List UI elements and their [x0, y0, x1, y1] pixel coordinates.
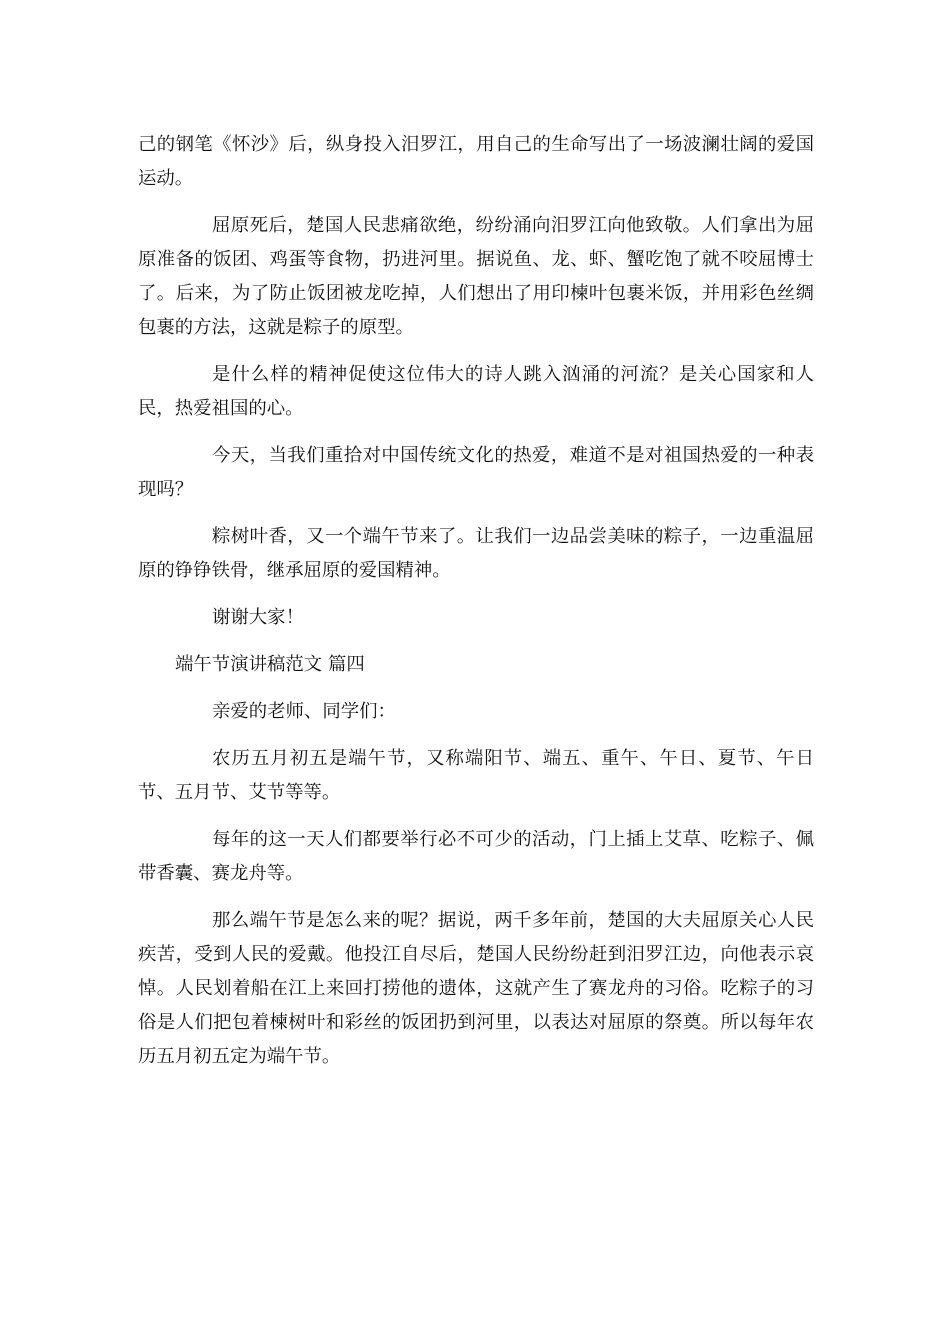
paragraph-today: 今天，当我们重拾对中国传统文化的热爱，难道不是对祖国热爱的一种表现吗？: [138, 445, 814, 500]
document-body: [138, 128, 814, 1087]
paragraph-quyuan-death: 屈原死后，楚国人民悲痛欲绝，纷纷涌向汨罗江向他致敬。人们拿出为屈原准备的饭团、鸡蛋等食物，扔进河里。据说鱼、龙、虾、蟹吃饱了就不咬屈博士了。后来，为了防止饭团被龙吃掉，人们想出了用印楝叶包裹米饭，并用彩色丝绸包裹的方法，这就是粽子的原型。: [138, 215, 814, 338]
paragraph-origin: 那么端午节是怎么来的呢？据说，两千多年前，楚国的大夫屈原关心人民疾苦，受到人民的爱戴。他投江自尽后，楚国人民纷纷赶到汨罗江边，向他表示哀悼。人民划着船在江上来回打捞他的遗体，这就产生了赛龙舟的习俗。吃粽子的习俗是人们把包着楝树叶和彩丝的饭团扔到河里，以表达对屈原的祭奠。所以每年农历五月初五定为端午节。: [138, 910, 814, 1067]
paragraph-customs: 每年的这一天人们都要举行必不可少的活动，门上插上艾草、吃粽子、佩带香囊、赛龙舟等。: [138, 829, 814, 884]
paragraph-thanks: 谢谢大家！: [212, 607, 304, 628]
paragraph-zongzi-festival: 粽树叶香，又一个端午节来了。让我们一边品尝美味的粽子，一边重温屈原的铮铮铁骨，继承屈原的爱国精神。: [138, 526, 814, 581]
paragraph-spirit-question: 是什么样的精神促使这位伟大的诗人跳入汹涌的河流？是关心国家和人民，热爱祖国的心。: [138, 364, 814, 419]
paragraph-greeting: 亲爱的老师、同学们：: [212, 701, 396, 722]
paragraph-festival-names: 农历五月初五是端午节，又称端阳节、端五、重午、午日、夏节、午日节、五月节、艾节等等。: [138, 748, 814, 803]
section-title: 端午节演讲稿范文 篇四: [175, 654, 365, 675]
paragraph-continuation: 己的钢笔《怀沙》后，纵身投入汨罗江，用自己的生命写出了一场波澜壮阔的爱国运动。: [138, 134, 814, 189]
